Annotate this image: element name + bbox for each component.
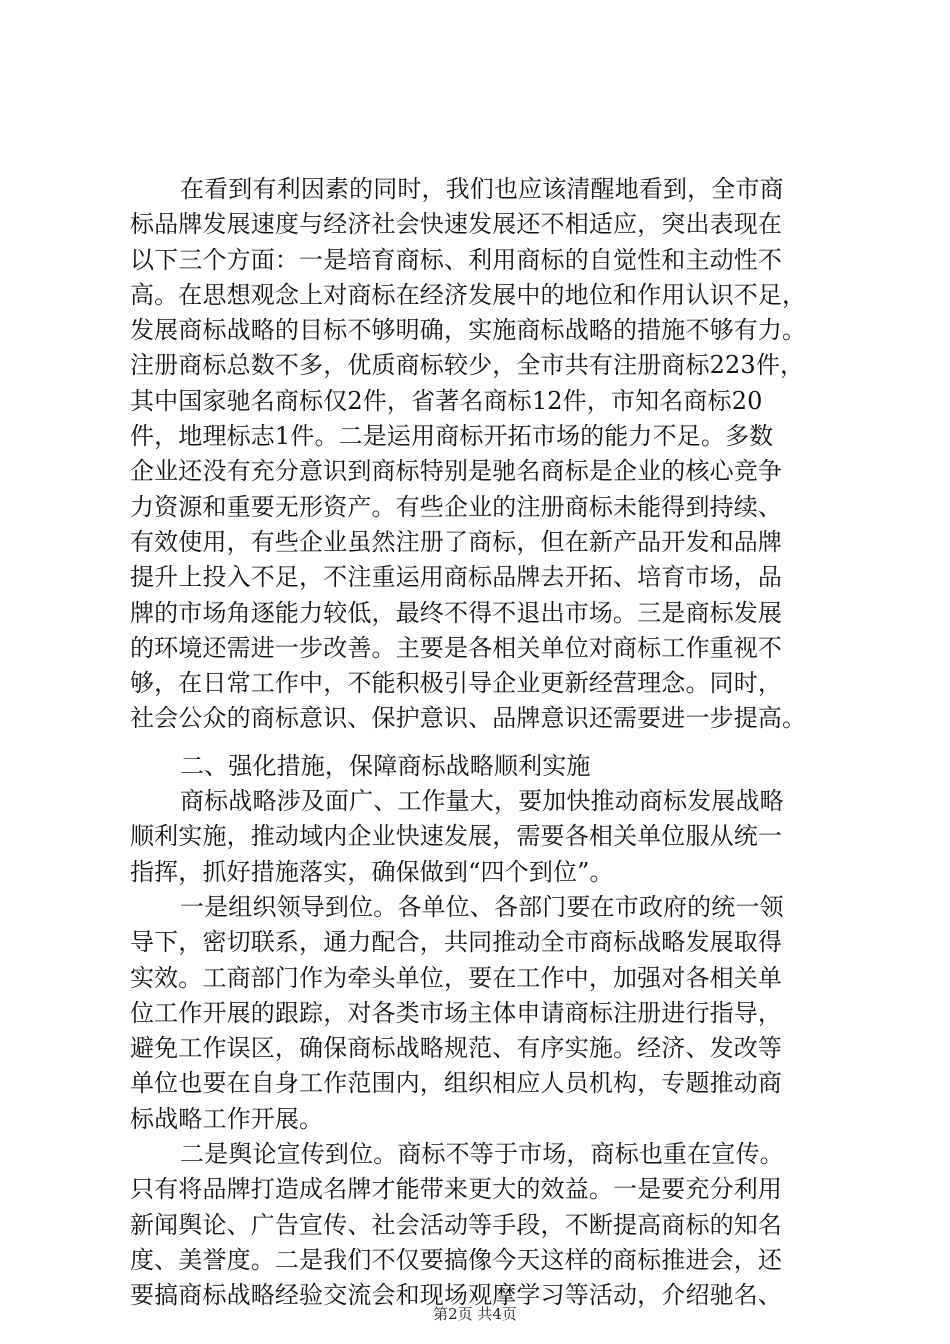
text-line: 导下，密切联系，通力配合，共同推动全市商标战略发展取得 [130,928,783,957]
paragraph-leadership [130,890,830,1137]
text-line: 要搞商标战略经验交流会和现场观摩学习等活动，介绍驰名、 [130,1281,783,1310]
paragraph-gap [130,737,830,749]
text-line: 新闻舆论、广告宣传、社会活动等手段，不断提高商标的知名 [130,1210,783,1239]
text-line: 指挥，抓好措施落实，确保做到“四个到位”。 [130,857,614,886]
text-line: 实效。工商部门作为牵头单位，要在工作中，加强对各相关单 [130,963,783,992]
page-footer [0,1303,950,1324]
text-line: 单位也要在自身工作范围内，组织相应人员机构，专题推动商 [130,1069,783,1098]
text-line: 其中国家驰名商标仅2件，省著名商标12件，市知名商标20 [130,386,763,415]
text-line: 二是舆论宣传到位。商标不等于市场，商标也重在宣传。 [180,1140,784,1169]
text-line: 标品牌发展速度与经济社会快速发展还不相适应，突出表现在 [130,210,783,239]
text-line: 有效使用，有些企业虽然注册了商标，但在新产品开发和品牌 [130,527,783,556]
text-line: 够，在日常工作中，不能积极引导企业更新经营理念。同时， [130,669,783,698]
text-line: 牌的市场角逐能力较低，最终不得不退出市场。三是商标发展 [130,598,783,627]
paragraph-publicity [130,1137,830,1313]
text-line: 在看到有利因素的同时，我们也应该清醒地看到，全市商 [180,175,784,203]
text-line: 发展商标战略的目标不够明确，实施商标战略的措施不够有力。 [130,316,807,345]
text-line: 以下三个方面：一是培育商标、利用商标的自觉性和主动性不 [130,245,783,274]
document-body [130,172,830,1314]
text-line: 高。在思想观念上对商标在经济发展中的地位和作用认识不足， [130,280,807,309]
text-line: 标战略工作开展。 [130,1104,324,1133]
text-line: 提升上投入不足，不注重运用商标品牌去开拓、培育市场，品 [130,563,783,592]
text-line: 商标战略涉及面广、工作量大，要加快推动商标发展战略 [180,787,784,816]
text-line: 避免工作误区，确保商标战略规范、有序实施。经济、发改等 [130,1034,783,1063]
text-line: 件，地理标志1件。二是运用商标开拓市场的能力不足。多数 [130,422,774,451]
text-line: 位工作开展的跟踪，对各类市场主体申请商标注册进行指导， [130,998,783,1027]
text-line: 顺利实施，推动域内企业快速发展，需要各相关单位服从统一 [130,822,783,851]
paragraph-problems [130,172,830,737]
text-line: 注册商标总数不多，优质商标较少，全市共有注册商标223件， [130,351,805,380]
text-line: 企业还没有充分意识到商标特别是驰名商标是企业的核心竞争 [130,457,783,486]
text-line: 社会公众的商标意识、保护意识、品牌意识还需要进一步提高。 [130,704,807,733]
text-line: 只有将品牌打造成名牌才能带来更大的效益。一是要充分利用 [130,1175,783,1204]
paragraph-intro [130,784,830,890]
text-line: 的环境还需进一步改善。主要是各相关单位对商标工作重视不 [130,633,783,662]
section-heading-text: 二、强化措施，保障商标战略顺利实施 [180,751,591,780]
text-line: 度、美誉度。二是我们不仅要搞像今天这样的商标推进会，还 [130,1245,783,1274]
section-heading [130,749,830,784]
text-line: 力资源和重要无形资产。有些企业的注册商标未能得到持续、 [130,492,783,521]
text-line: 一是组织领导到位。各单位、各部门要在市政府的统一领 [180,892,784,921]
page-number-label: 第2页 共4页 [433,1305,517,1323]
